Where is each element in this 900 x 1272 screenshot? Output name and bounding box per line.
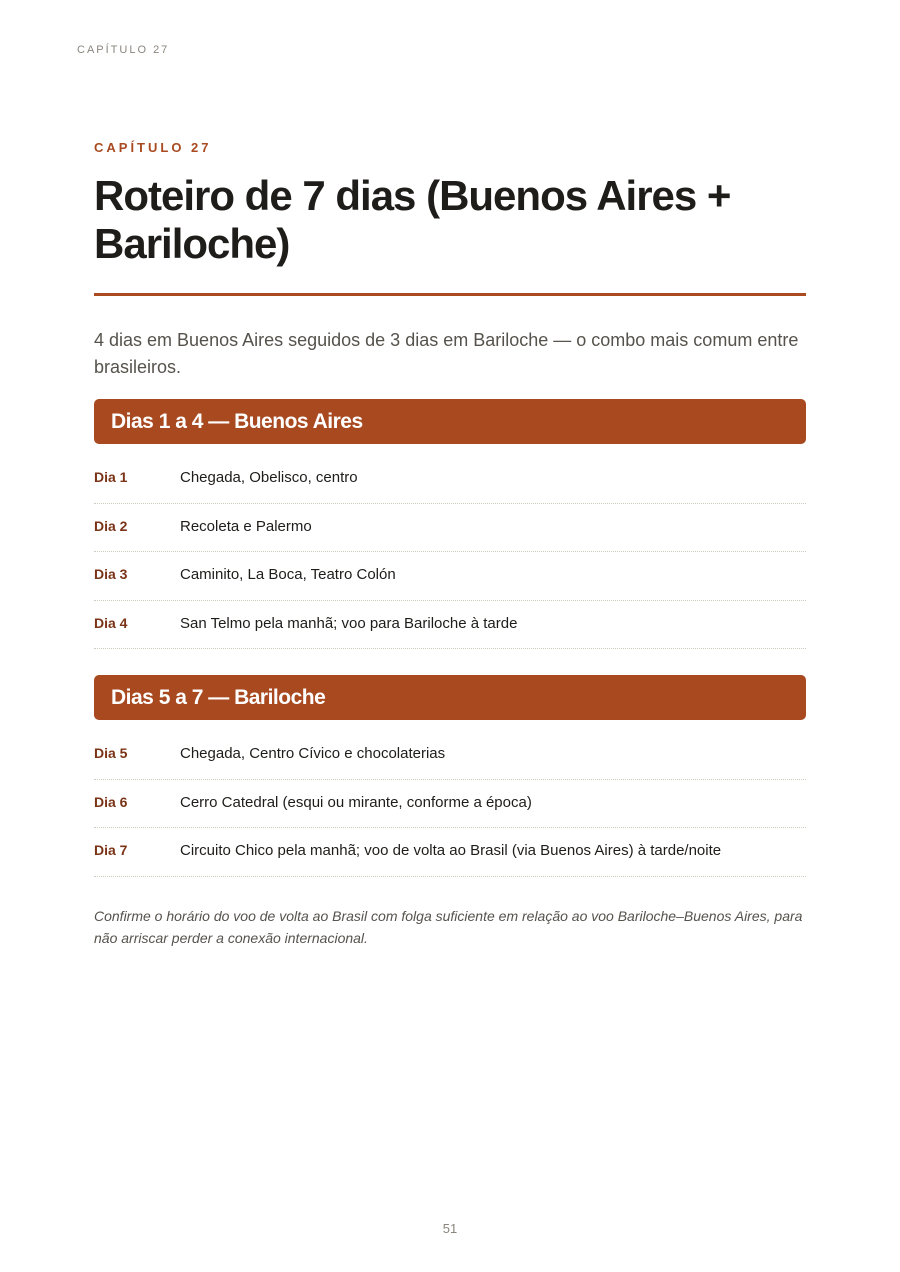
- day-label: Dia 1: [94, 469, 128, 485]
- day-row: [94, 731, 806, 780]
- day-row: [94, 455, 806, 504]
- page-content: [94, 140, 806, 949]
- chapter-label: CAPÍTULO 27: [94, 140, 212, 155]
- travel-note: Confirme o horário do voo de volta ao Brasil com folga suficiente em relação ao voo Bariloche–Buenos Aires, para não arriscar perder a conexão internacional.: [94, 907, 803, 946]
- page-number: 51: [442, 1221, 458, 1236]
- running-header: CAPÍTULO 27: [77, 44, 170, 56]
- day-row: [94, 552, 806, 601]
- day-label: Dia 3: [94, 566, 128, 582]
- day-row: [94, 828, 806, 877]
- day-label: Dia 7: [94, 842, 128, 858]
- chapter-title: Roteiro de 7 dias (Buenos Aires + Bariloche): [94, 172, 731, 267]
- day-label: Dia 5: [94, 745, 128, 761]
- day-description: Circuito Chico pela manhã; voo de volta ao Brasil (via Buenos Aires) à tarde/noite: [180, 842, 722, 859]
- title-divider: [94, 293, 806, 296]
- day-row: [94, 504, 806, 553]
- day-label: Dia 4: [94, 614, 128, 631]
- day-label: Dia 6: [94, 793, 128, 810]
- section-heading-bariloche: Dias 5 a 7 — Bariloche: [94, 675, 806, 720]
- day-list-bariloche: [94, 731, 806, 877]
- day-row: [94, 780, 806, 829]
- day-description: Caminito, La Boca, Teatro Colón: [180, 566, 396, 583]
- day-description: Chegada, Centro Cívico e chocolaterias: [180, 745, 446, 762]
- intro-paragraph: 4 dias em Buenos Aires seguidos de 3 dias em Bariloche — o combo mais comum entre brasileiros.: [94, 330, 799, 377]
- day-description: Chegada, Obelisco, centro: [180, 469, 358, 486]
- day-row: [94, 601, 806, 650]
- day-list-buenos-aires: [94, 455, 806, 649]
- section-heading-buenos-aires: Dias 1 a 4 — Buenos Aires: [94, 399, 806, 444]
- day-description: Recoleta e Palermo: [180, 517, 312, 535]
- day-description: Cerro Catedral (esqui ou mirante, conforme a época): [180, 793, 532, 811]
- day-label: Dia 2: [94, 517, 128, 534]
- day-description: San Telmo pela manhã; voo para Bariloche à tarde: [180, 614, 518, 632]
